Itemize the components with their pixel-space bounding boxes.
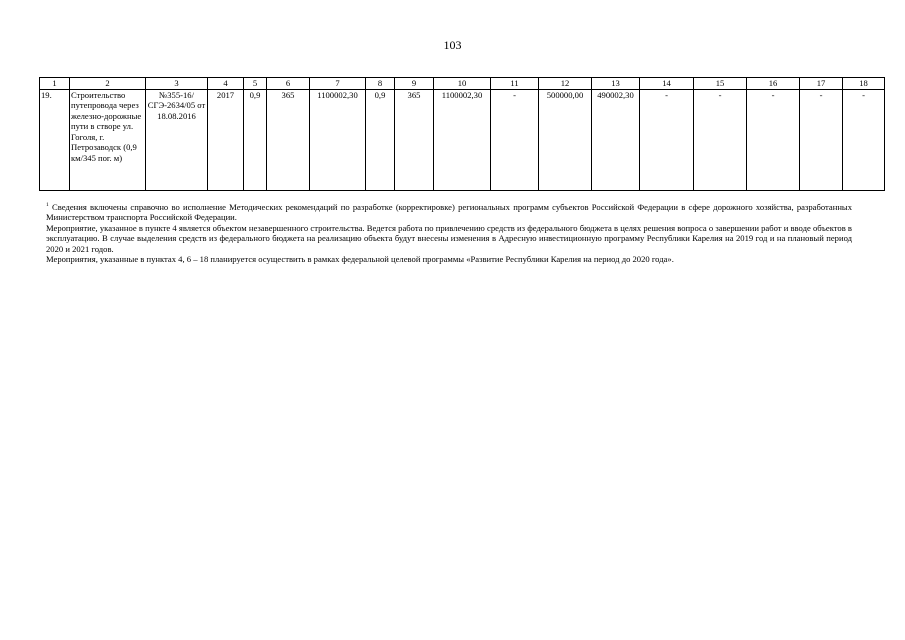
column-header: 7 xyxy=(310,78,366,90)
notes-section xyxy=(46,202,852,264)
table-cell: - xyxy=(640,89,694,190)
column-header: 17 xyxy=(800,78,843,90)
footnote-text: Сведения включены справочно во исполнение Методических рекомендаций по разработке (корректировке) региональных программ субъектов Российской Федерации в сфере дорожного хозяйства, разработанных Министерством транспорта Российской Федерации. xyxy=(46,202,852,223)
document-cell: №355-16/СГЭ-2634/05 от 18.08.2016 xyxy=(146,89,208,190)
note-paragraph: Мероприятия, указанные в пунктах 4, 6 – 18 планируется осуществить в рамках федеральной целевой программы «Развитие Республики Карелия на период до 2020 года». xyxy=(46,254,674,265)
column-header: 10 xyxy=(434,78,491,90)
table-cell: - xyxy=(800,89,843,190)
page-number: 103 xyxy=(443,38,462,52)
column-header: 18 xyxy=(843,78,885,90)
table-cell: - xyxy=(843,89,885,190)
footnote xyxy=(46,202,852,223)
program-table xyxy=(39,77,885,191)
table-cell: 490002,30 xyxy=(592,89,640,190)
table-cell: 2017 xyxy=(208,89,244,190)
column-header: 14 xyxy=(640,78,694,90)
column-header: 6 xyxy=(267,78,310,90)
table-cell: 1100002,30 xyxy=(434,89,491,190)
column-header: 15 xyxy=(694,78,747,90)
table-cell: 500000,00 xyxy=(539,89,592,190)
object-name-cell: Строительство путепровода через железно-дорожные пути в створе ул. Гоголя, г. Петрозаводск (0,9 км/345 пог. м) xyxy=(70,89,146,190)
column-header: 1 xyxy=(40,78,70,90)
column-header: 2 xyxy=(70,78,146,90)
footnote-mark: 1 xyxy=(46,202,49,208)
table-cell: 365 xyxy=(267,89,310,190)
column-header: 12 xyxy=(539,78,592,90)
column-header: 3 xyxy=(146,78,208,90)
header-row xyxy=(40,78,885,90)
column-header: 5 xyxy=(244,78,267,90)
table-cell: - xyxy=(694,89,747,190)
column-header: 13 xyxy=(592,78,640,90)
column-header: 11 xyxy=(491,78,539,90)
table-cell: - xyxy=(491,89,539,190)
table-row xyxy=(40,89,885,190)
table-cell: 0,9 xyxy=(244,89,267,190)
column-header: 8 xyxy=(366,78,395,90)
column-header: 16 xyxy=(747,78,800,90)
table-cell: 0,9 xyxy=(366,89,395,190)
table-cell: 365 xyxy=(395,89,434,190)
note-paragraph: Мероприятие, указанное в пункте 4 является объектом незавершенного строительства. Ведется работа по привлечению средств из федерального бюджета в целях решения вопроса о завершении работ и вводе объектов в эксплуатацию. В случае выделения средств из федерального бюджета на реализацию объекта будут внесены изменения в Адресную инвестиционную программу Республики Карелия на 2019 год и на плановый период 2020 и 2021 годов. xyxy=(46,222,852,254)
table-cell: 1100002,30 xyxy=(310,89,366,190)
column-header: 4 xyxy=(208,78,244,90)
table-cell: - xyxy=(747,89,800,190)
column-header: 9 xyxy=(395,78,434,90)
row-number-cell: 19. xyxy=(40,89,70,190)
